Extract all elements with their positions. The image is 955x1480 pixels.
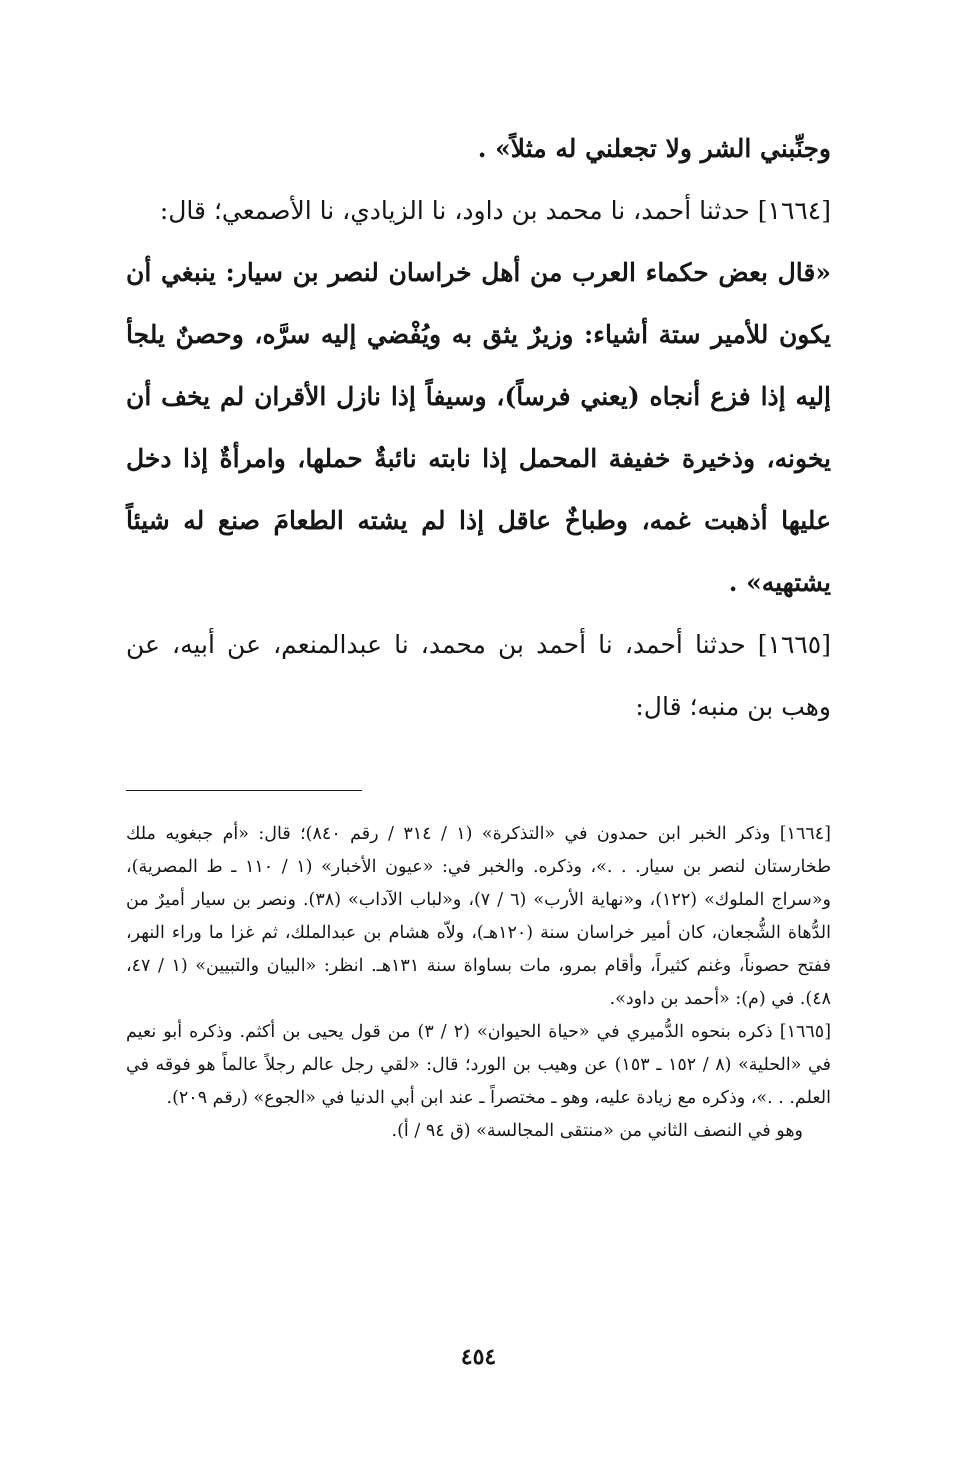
- continuation-line: وجنِّبني الشر ولا تجعلني له مثلاً» .: [477, 134, 831, 163]
- entry-1664-matn: «قال بعض حكماء العرب من أهل خراسان لنصر بن سيار: ينبغي أن يكون للأمير ستة أشياء: وزيرٌ يثق به ويُفْضي إليه سرَّه، وحصنٌ يلجأ إليه إذا فزع أنجاه (يعني فرساً)، وسيفاً إذا نازل الأقران لم يخف أن يخونه، وذخيرة خفيفة المحمل إذا نابته نائبةٌ حملها، وامرأةٌ إذا دخل عليها أذهبت غمه، وطباخٌ عاقل إذا لم يشته الطعامَ صنع له شيئاً يشتهيه» .: [126, 258, 831, 597]
- footnotes: [126, 818, 831, 1148]
- page-number: ٤٥٤: [460, 1344, 497, 1370]
- entry-1664-isnad: [١٦٦٤] حدثنا أحمد، نا محمد بن داود، نا الزيادي، نا الأصمعي؛ قال:: [159, 196, 831, 225]
- main-text: [126, 118, 831, 738]
- entry-1665-isnad: [١٦٦٥] حدثنا أحمد، نا أحمد بن محمد، نا عبدالمنعم، عن أبيه، عن وهب بن منبه؛ قال:: [126, 630, 831, 721]
- book-page: [126, 0, 831, 1480]
- footnote-1664: [١٦٦٤] وذكر الخبر ابن حمدون في «التذكرة» (١ / ٣١٤ / رقم ٨٤٠)؛ قال: «أم جبغويه ملك طخارستان لنصر بن سيار. . .»، وذكره. والخبر في: «عيون الأخبار» (١ / ١١٠ ـ ط المصرية)، و«سراج الملوك» (١٢٢)، و«نهاية الأرب» (٦ / ٧)، و«لباب الآداب» (٣٨). ونصر بن سيار أميرٌ من الدُّهاة الشُّجعان، كان أمير خراسان سنة (١٢٠هـ)، ولاّه هشام بن عبدالملك، ثم غزا ما وراء النهر، ففتح حصوناً، وغنم كثيراً، وأقام بمرو، مات بساواة سنة ١٣١هـ. انظر: «البيان والتبيين» (١ / ٤٧، ٤٨). في (م): «أحمد بن داود».: [126, 824, 832, 1009]
- footnote-separator: [126, 790, 362, 791]
- footnote-1665: [١٦٦٥] ذكره بنحوه الدُّميري في «حياة الحيوان» (٢ / ٣) من قول يحيى بن أكثم. وذكره أبو نعيم في «الحلية» (٨ / ١٥٢ ـ ١٥٣) عن وهيب بن الورد؛ قال: «لقي رجل عالم رجلاً عالماً هو فوقه في العلم. . .»، وذكره مع زيادة عليه، وهو ـ مختصراً ـ عند ابن أبي الدنيا في «الجوع» (رقم ٢٠٩).: [126, 1022, 832, 1108]
- footnote-1665-extra: وهو في النصف الثاني من «منتقى المجالسة» (ق ٩٤ / أ).: [391, 1121, 803, 1141]
